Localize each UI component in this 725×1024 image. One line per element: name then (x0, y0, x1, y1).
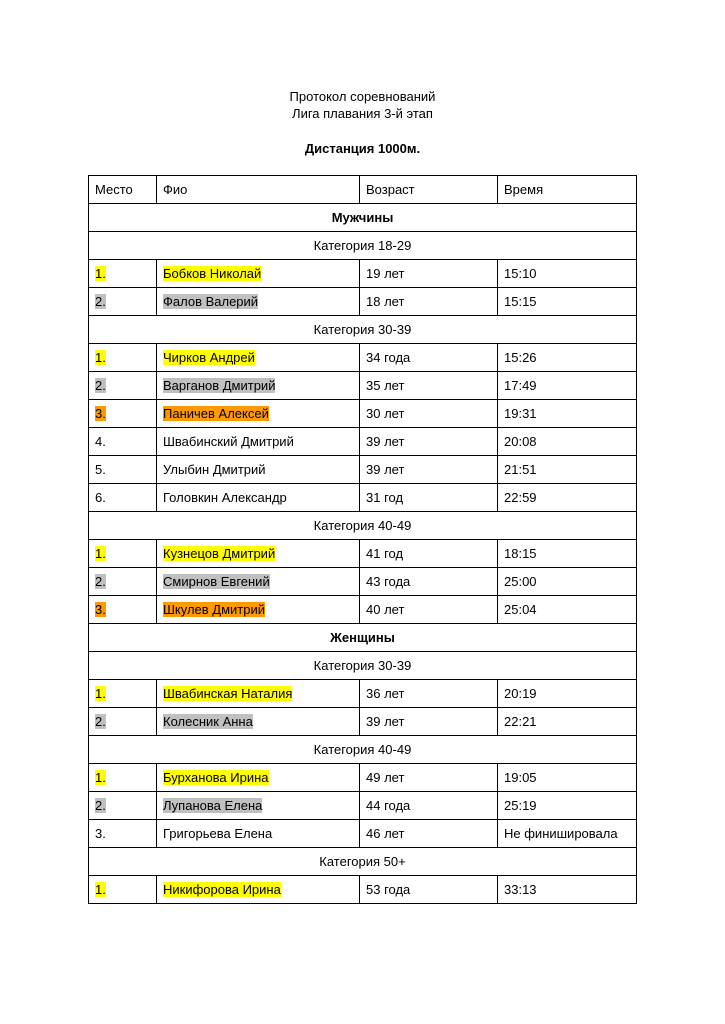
name-cell (157, 876, 360, 904)
time-cell (498, 820, 637, 848)
time-cell-text: Не финишировала (504, 826, 618, 841)
name-cell (157, 428, 360, 456)
name-cell-text: Никифорова Ирина (163, 882, 281, 897)
category-row (89, 232, 637, 260)
age-cell-text: 41 год (366, 546, 404, 561)
time-cell-text: 18:15 (504, 546, 537, 561)
age-cell (360, 344, 498, 372)
time-cell-text: 25:19 (504, 798, 537, 813)
age-cell-text: 39 лет (366, 462, 405, 477)
place-cell-text: 2. (95, 574, 106, 589)
age-cell-text: 36 лет (366, 686, 405, 701)
time-cell-text: 22:21 (504, 714, 537, 729)
name-cell (157, 260, 360, 288)
table-row (89, 596, 637, 624)
name-cell-text: Варганов Дмитрий (163, 378, 276, 393)
category-title: Категория 40-49 (89, 736, 637, 764)
column-header-time: Время (498, 176, 637, 204)
table-row (89, 456, 637, 484)
name-cell-text: Головкин Александр (163, 490, 287, 505)
age-cell-text: 44 года (366, 798, 411, 813)
time-cell (498, 876, 637, 904)
age-cell (360, 708, 498, 736)
time-cell (498, 456, 637, 484)
category-title: Категория 30-39 (89, 316, 637, 344)
age-cell-text: 53 года (366, 882, 411, 897)
time-cell (498, 792, 637, 820)
age-cell-text: 39 лет (366, 714, 405, 729)
section-row (89, 204, 637, 232)
time-cell-text: 19:05 (504, 770, 537, 785)
category-row (89, 736, 637, 764)
section-title: Женщины (89, 624, 637, 652)
age-cell-text: 30 лет (366, 406, 405, 421)
table-row (89, 792, 637, 820)
category-title: Категория 40-49 (89, 512, 637, 540)
age-cell (360, 876, 498, 904)
table-row (89, 400, 637, 428)
time-cell-text: 17:49 (504, 378, 537, 393)
age-cell (360, 568, 498, 596)
place-cell (89, 708, 157, 736)
place-cell (89, 568, 157, 596)
name-cell-text: Григорьева Елена (163, 826, 273, 841)
table-row (89, 764, 637, 792)
place-cell-text: 3. (95, 602, 106, 617)
time-cell-text: 33:13 (504, 882, 537, 897)
time-cell (498, 568, 637, 596)
name-cell-text: Колесник Анна (163, 714, 253, 729)
place-cell-text: 1. (95, 882, 106, 897)
place-cell-text: 1. (95, 770, 106, 785)
age-cell-text: 31 год (366, 490, 404, 505)
results-body (89, 204, 637, 904)
name-cell-text: Швабинский Дмитрий (163, 434, 294, 449)
age-cell (360, 820, 498, 848)
name-cell (157, 568, 360, 596)
table-row (89, 288, 637, 316)
name-cell-text: Кузнецов Дмитрий (163, 546, 276, 561)
age-cell (360, 792, 498, 820)
place-cell (89, 792, 157, 820)
age-cell (360, 288, 498, 316)
place-cell (89, 484, 157, 512)
table-row (89, 680, 637, 708)
age-cell (360, 428, 498, 456)
time-cell (498, 372, 637, 400)
age-cell (360, 400, 498, 428)
place-cell-text: 1. (95, 350, 106, 365)
table-row (89, 260, 637, 288)
place-cell-text: 1. (95, 546, 106, 561)
column-header-age: Возраст (360, 176, 498, 204)
age-cell (360, 764, 498, 792)
time-cell (498, 428, 637, 456)
column-header-place: Место (89, 176, 157, 204)
table-row (89, 540, 637, 568)
time-cell (498, 344, 637, 372)
name-cell (157, 540, 360, 568)
table-row (89, 876, 637, 904)
name-cell (157, 344, 360, 372)
time-cell (498, 708, 637, 736)
age-cell-text: 19 лет (366, 266, 405, 281)
age-cell (360, 484, 498, 512)
name-cell (157, 764, 360, 792)
document-title: Протокол соревнований (289, 89, 436, 104)
time-cell-text: 25:00 (504, 574, 537, 589)
place-cell (89, 596, 157, 624)
time-cell-text: 20:19 (504, 686, 537, 701)
name-cell (157, 400, 360, 428)
name-cell (157, 820, 360, 848)
age-cell-text: 40 лет (366, 602, 405, 617)
age-cell-text: 43 года (366, 574, 411, 589)
distance-heading: Дистанция 1000м. (304, 141, 421, 156)
place-cell-text: 1. (95, 686, 106, 701)
place-cell (89, 540, 157, 568)
place-cell-text: 2. (95, 714, 106, 729)
name-cell (157, 288, 360, 316)
time-cell (498, 484, 637, 512)
place-cell (89, 372, 157, 400)
column-header-name: Фио (157, 176, 360, 204)
table-row (89, 708, 637, 736)
name-cell-text: Паничев Алексей (163, 406, 269, 421)
place-cell (89, 260, 157, 288)
name-cell (157, 484, 360, 512)
place-cell (89, 764, 157, 792)
category-title: Категория 18-29 (89, 232, 637, 260)
age-cell-text: 18 лет (366, 294, 405, 309)
place-cell (89, 288, 157, 316)
document-subtitle: Лига плавания 3-й этап (292, 106, 433, 121)
place-cell-text: 5. (95, 462, 106, 477)
time-cell (498, 680, 637, 708)
table-row (89, 428, 637, 456)
place-cell (89, 680, 157, 708)
category-row (89, 848, 637, 876)
place-cell (89, 820, 157, 848)
place-cell-text: 3. (95, 826, 106, 841)
place-cell (89, 428, 157, 456)
time-cell (498, 400, 637, 428)
time-cell-text: 15:15 (504, 294, 537, 309)
age-cell (360, 456, 498, 484)
time-cell (498, 764, 637, 792)
place-cell-text: 2. (95, 378, 106, 393)
place-cell-text: 2. (95, 294, 106, 309)
category-title: Категория 50+ (89, 848, 637, 876)
age-cell (360, 596, 498, 624)
section-title: Мужчины (89, 204, 637, 232)
table-row (89, 820, 637, 848)
age-cell-text: 46 лет (366, 826, 405, 841)
name-cell-text: Бобков Николай (163, 266, 262, 281)
table-header-row (89, 176, 637, 204)
time-cell-text: 15:26 (504, 350, 537, 365)
name-cell-text: Шкулев Дмитрий (163, 602, 266, 617)
place-cell-text: 1. (95, 266, 106, 281)
table-row (89, 372, 637, 400)
time-cell-text: 15:10 (504, 266, 537, 281)
place-cell-text: 4. (95, 434, 106, 449)
time-cell-text: 19:31 (504, 406, 537, 421)
name-cell-text: Смирнов Евгений (163, 574, 270, 589)
place-cell-text: 2. (95, 798, 106, 813)
name-cell (157, 680, 360, 708)
place-cell (89, 344, 157, 372)
age-cell (360, 260, 498, 288)
name-cell (157, 372, 360, 400)
time-cell-text: 22:59 (504, 490, 537, 505)
time-cell-text: 21:51 (504, 462, 537, 477)
age-cell-text: 35 лет (366, 378, 405, 393)
section-row (89, 624, 637, 652)
age-cell-text: 34 года (366, 350, 411, 365)
document-header (0, 88, 725, 157)
name-cell (157, 456, 360, 484)
category-row (89, 652, 637, 680)
name-cell-text: Швабинская Наталия (163, 686, 293, 701)
age-cell (360, 680, 498, 708)
name-cell (157, 792, 360, 820)
name-cell-text: Фалов Валерий (163, 294, 259, 309)
place-cell (89, 456, 157, 484)
results-table (88, 175, 637, 904)
place-cell-text: 6. (95, 490, 106, 505)
age-cell (360, 372, 498, 400)
time-cell (498, 288, 637, 316)
category-row (89, 316, 637, 344)
time-cell (498, 260, 637, 288)
age-cell-text: 39 лет (366, 434, 405, 449)
name-cell-text: Бурханова Ирина (163, 770, 269, 785)
category-title: Категория 30-39 (89, 652, 637, 680)
name-cell-text: Чирков Андрей (163, 350, 255, 365)
category-row (89, 512, 637, 540)
name-cell-text: Лупанова Елена (163, 798, 263, 813)
time-cell-text: 25:04 (504, 602, 537, 617)
age-cell-text: 49 лет (366, 770, 405, 785)
table-row (89, 344, 637, 372)
name-cell-text: Улыбин Дмитрий (163, 462, 266, 477)
place-cell (89, 400, 157, 428)
time-cell (498, 596, 637, 624)
age-cell (360, 540, 498, 568)
table-row (89, 568, 637, 596)
time-cell (498, 540, 637, 568)
place-cell-text: 3. (95, 406, 106, 421)
place-cell (89, 876, 157, 904)
name-cell (157, 596, 360, 624)
name-cell (157, 708, 360, 736)
time-cell-text: 20:08 (504, 434, 537, 449)
table-row (89, 484, 637, 512)
